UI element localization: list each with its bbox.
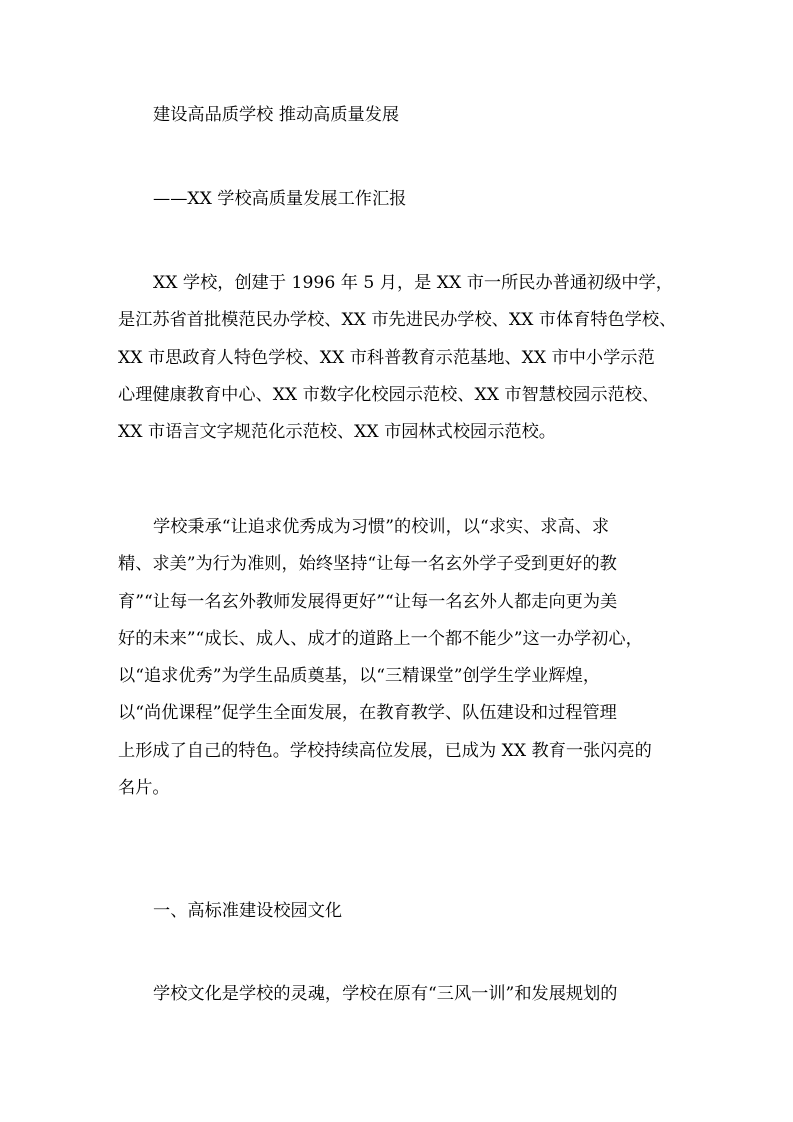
paragraph-culture (118, 976, 683, 1013)
paragraph-line: 名片。 (118, 778, 170, 799)
paragraph-line: 以“追求优秀”为学生品质奠基，以“三精课堂”创学生学业辉煌， (118, 666, 601, 687)
paragraph-line: 精、求美”为行为准则，始终坚持“让每一名玄外学子受到更好的教 (118, 554, 617, 575)
paragraph-line: XX 市语言文字规范化示范校、XX 市园林式校园示范校。 (118, 422, 556, 443)
document-subtitle: ——XX 学校高质量发展工作汇报 (153, 189, 407, 209)
document-title: 建设高品质学校 推动高质量发展 (153, 105, 400, 125)
paragraph-motto (118, 509, 683, 807)
paragraph-line: 育”“让每一名玄外教师发展得更好”“让每一名玄外人都走向更为美 (118, 591, 618, 612)
paragraph-line: 是江苏省首批模范民办学校、XX 市先进民办学校、XX 市体育特色学校、 (118, 310, 677, 331)
paragraph-intro (118, 265, 683, 451)
paragraph-line: 上形成了自己的特色。学校持续高位发展，已成为 XX 教育一张闪亮的 (118, 740, 652, 761)
paragraph-line: 以“尚优课程”促学生全面发展，在教育教学、队伍建设和过程管理 (118, 703, 617, 724)
paragraph-line: XX 学校，创建于 1996 年 5 月，是 XX 市一所民办普通初级中学， (153, 273, 673, 293)
paragraph-line: 心理健康教育中心、XX 市数字化校园示范校、XX 市智慧校园示范校、 (118, 384, 660, 405)
section-heading: 一、高标准建设校园文化 (153, 901, 343, 921)
paragraph-line: 学校文化是学校的灵魂，学校在原有“三风一训”和发展规划的 (153, 984, 618, 1004)
paragraph-line: XX 市思政育人特色学校、XX 市科普教育示范基地、XX 市中小学示范 (118, 347, 655, 368)
paragraph-line: 学校秉承“让追求优秀成为习惯”的校训，以“求实、求高、求 (153, 517, 610, 537)
paragraph-line: 好的未来”“成长、成人、成才的道路上一个都不能少”这一办学初心， (118, 628, 643, 649)
